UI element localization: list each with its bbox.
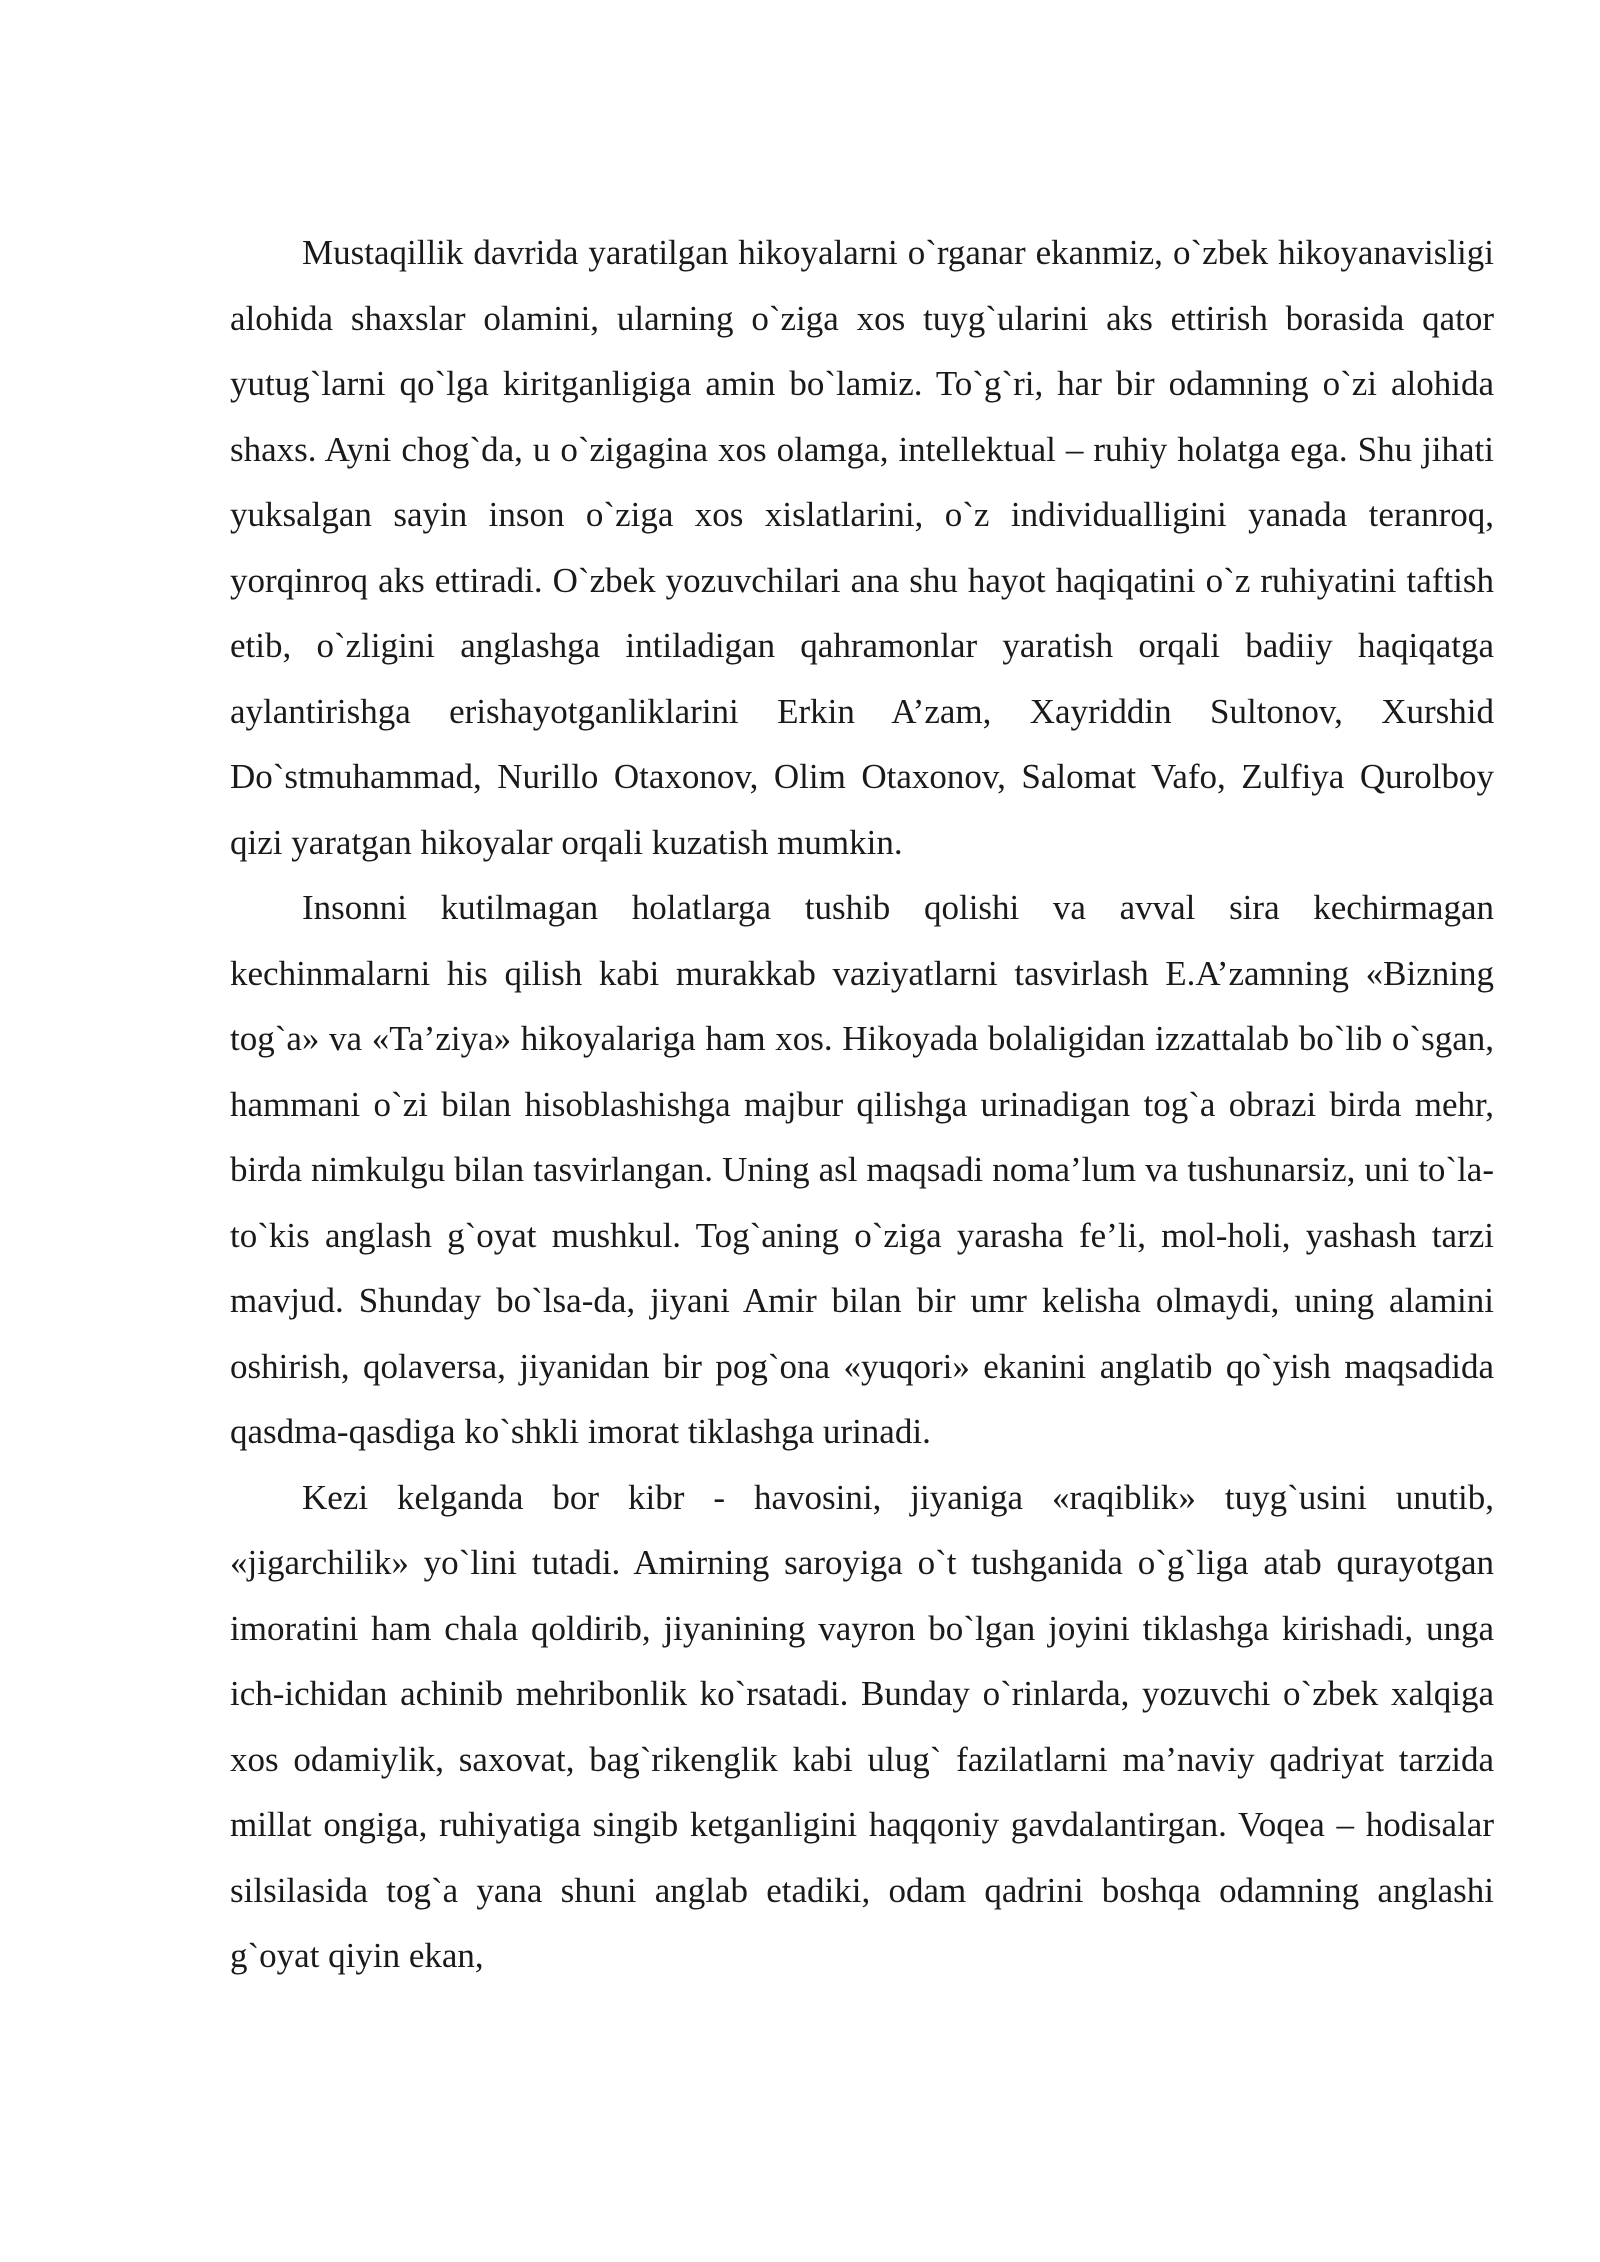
paragraph-1: Mustaqillik davrida yaratilgan hikoyalarni o`rganar ekanmiz, o`zbek hikoyanavisligi alohida shaxslar olamini, ularning o`ziga xos tuyg`ularini aks ettirish borasida qator yutug`larni qo`lga kiritganligiga amin bo`lamiz. To`g`ri, har bir odamning o`zi alohida shaxs. Ayni chog`da, u o`zigagina xos olamga, intellektual – ruhiy holatga ega. Shu jihati yuksalgan sayin inson o`ziga xos xislatlarini, o`z individualligini yanada teranroq, yorqinroq aks ettiradi. O`zbek yozuvchilari ana shu hayot haqiqatini o`z ruhiyatini taftish etib, o`zligini anglashga intiladigan qahramonlar yaratish orqali badiiy haqiqatga aylantirishga erishayotganliklarini Erkin A’zam, Xayriddin Sultonov, Xurshid Do`stmuhammad, Nurillo Otaxonov, Olim Otaxonov, Salomat Vafo, Zulfiya Qurolboy qizi yaratgan hikoyalar orqali kuzatish mumkin. (230, 233, 1494, 862)
paragraph-3: Kezi kelganda bor kibr - havosini, jiyaniga «raqiblik» tuyg`usini unutib, «jigarchilik» yo`lini tutadi. Amirning saroyiga o`t tushganida o`g`liga atab qurayotgan imoratini ham chala qoldirib, jiyanining vayron bo`lgan joyini tiklashga kirishadi, unga ich-ichidan achinib mehribonlik ko`rsatadi. Bunday o`rinlarda, yozuvchi o`zbek xalqiga xos odamiylik, saxovat, bag`rikenglik kabi ulug` fazilatlarni ma’naviy qadriyat tarzida millat ongiga, ruhiyatiga singib ketganligini haqqoniy gavdalantirgan. Voqea – hodisalar silsilasida tog`a yana shuni anglab etadiki, odam qadrini boshqa odamning anglashi g`oyat qiyin ekan, (230, 1477, 1494, 1975)
paragraph-2: Insonni kutilmagan holatlarga tushib qolishi va avval sira kechirmagan kechinmalarni his qilish kabi murakkab vaziyatlarni tasvirlash E.A’zamning «Bizning tog`a» va «Ta’ziya» hikoyalariga ham xos. Hikoyada bolaligidan izzattalab bo`lib o`sgan, hammani o`zi bilan hisoblashishga majbur qilishga urinadigan tog`a obrazi birda mehr, birda nimkulgu bilan tasvirlangan. Uning asl maqsadi noma’lum va tushunarsiz, uni to`la-to`kis anglash g`oyat mushkul. Tog`aning o`ziga yarasha fe’li, mol-holi, yashash tarzi mavjud. Shunday bo`lsa-da, jiyani Amir bilan bir umr kelisha olmaydi, uning alamini oshirish, qolaversa, jiyanidan bir pog`ona «yuqori» ekanini anglatib qo`yish maqsadida qasdma-qasdiga ko`shkli imorat tiklashga urinadi. (230, 888, 1494, 1451)
body-text (230, 220, 1494, 1989)
